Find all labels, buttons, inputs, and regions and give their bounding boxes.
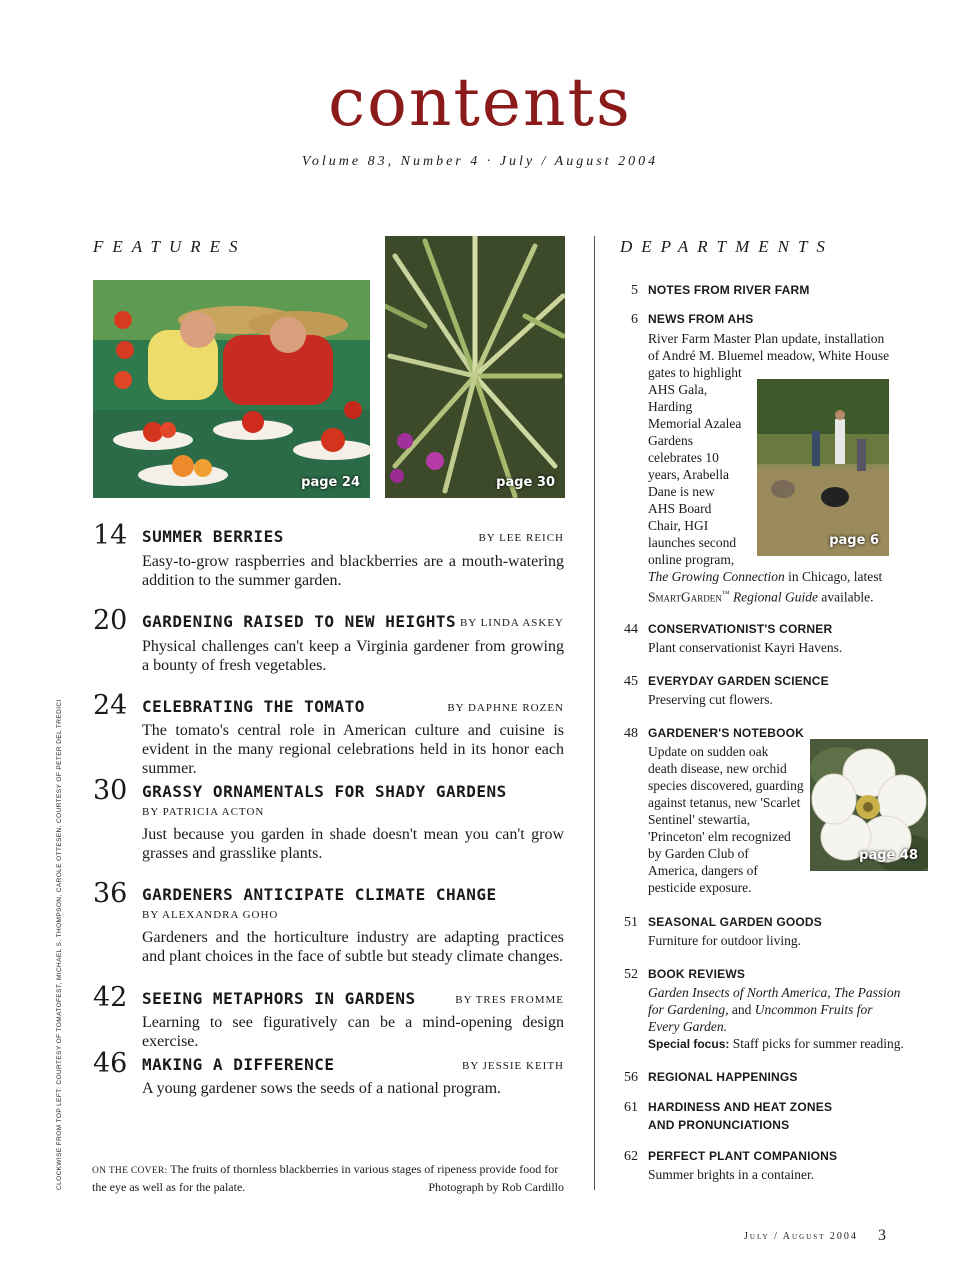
- feature-byline: BY JESSIE KEITH: [462, 1060, 564, 1072]
- dept-title[interactable]: BOOK REVIEWS: [648, 967, 746, 981]
- cover-note: [92, 1161, 564, 1195]
- page-title: contents: [328, 64, 632, 141]
- desc-line: gates to highlight: [648, 365, 742, 380]
- dept-description: [648, 984, 904, 1053]
- dept-description: Plant conservationist Kayri Havens.: [648, 640, 843, 655]
- desc-line: species discovered, guarding: [648, 778, 804, 793]
- brand-name: SmartGarden: [648, 589, 722, 605]
- feature-page-number: 24: [93, 690, 128, 721]
- feature-description: Gardeners and the horticulture industry are adapting practices and plant choices in the face of subtle but steady climate changes.: [142, 929, 564, 965]
- desc-text: available.: [818, 589, 874, 605]
- footer-issue: July / August 2004: [744, 1231, 858, 1242]
- book-title: Uncommon Fruits for: [754, 1002, 873, 1017]
- dept-page-number: 48: [624, 726, 638, 741]
- desc-line: online program,: [648, 552, 735, 567]
- desc-line: Dane is new: [648, 484, 715, 499]
- desc-line: [648, 1018, 904, 1035]
- desc-line: Memorial Azalea: [648, 416, 742, 431]
- photo-credit: CLOCKWISE FROM TOP LEFT: COURTESY OF TOMATOFEST, MICHAEL S. THOMPSON, CAROLE OTTESEN, COURTESY OF PETER DEL TREDICI: [56, 699, 63, 1190]
- dept-page-number: 5: [631, 283, 638, 298]
- focus-label: Special focus:: [648, 1037, 730, 1051]
- dept-page-number: 52: [624, 967, 638, 982]
- feature-page-number: 36: [93, 878, 128, 909]
- dept-title[interactable]: PERFECT PLANT COMPANIONS: [648, 1149, 838, 1163]
- dept-description: Furniture for outdoor living.: [648, 933, 801, 948]
- feature-description: Easy-to-grow raspberries and blackberries are a mouth-watering addition to the summer garden.: [142, 553, 564, 589]
- dept-title[interactable]: SEASONAL GARDEN GOODS: [648, 915, 822, 929]
- book-titles: Garden Insects of North America, The Passion: [648, 985, 901, 1000]
- book-title: Every Garden.: [648, 1019, 727, 1034]
- dept-page-number: 61: [624, 1100, 638, 1115]
- departments-heading: DEPARTMENTS: [620, 237, 834, 256]
- desc-line: AHS Gala,: [648, 382, 708, 397]
- grass-ornamental-photo: [385, 236, 565, 498]
- feature-description: Physical challenges can't keep a Virginia gardener from growing a bounty of fresh vegetables.: [142, 638, 564, 674]
- desc-line: by Garden Club of: [648, 846, 749, 861]
- desc-line: 'Princeton' elm recognized: [648, 829, 791, 844]
- dept-title[interactable]: GARDENER'S NOTEBOOK: [648, 726, 804, 740]
- feature-byline: BY LEE REICH: [478, 532, 564, 544]
- dept-title[interactable]: NEWS FROM AHS: [648, 312, 754, 326]
- book-title: for Gardening,: [648, 1002, 729, 1017]
- cover-text: The fruits of thornless blackberries in various stages of ripeness provide food for the eye as well as for the palate.: [92, 1162, 559, 1194]
- feature-description: A young gardener sows the seeds of a national program.: [142, 1080, 502, 1097]
- stewartia-flower-photo: [810, 739, 928, 871]
- desc-line: Sentinel' stewartia,: [648, 812, 751, 827]
- desc-line: River Farm Master Plan update, installation: [648, 331, 885, 346]
- desc-line: [648, 984, 904, 1001]
- meadow-photo: [757, 379, 889, 556]
- desc-line: against tetanus, new 'Scarlet: [648, 795, 801, 810]
- desc-line: years, Arabella: [648, 467, 729, 482]
- cover-label: ON THE COVER:: [92, 1166, 168, 1176]
- photo-page-label: page 6: [829, 533, 879, 548]
- dept-title[interactable]: REGIONAL HAPPENINGS: [648, 1070, 798, 1084]
- program-name: The Growing Connection: [648, 569, 785, 584]
- dept-page-number: 56: [624, 1070, 638, 1085]
- feature-title[interactable]: MAKING A DIFFERENCE: [142, 1055, 335, 1074]
- feature-title[interactable]: GARDENING RAISED TO NEW HEIGHTS: [142, 612, 457, 631]
- dept-title-continued[interactable]: AND PRONUNCIATIONS: [648, 1118, 790, 1132]
- desc-line: Harding: [648, 399, 693, 414]
- desc-line: Update on sudden oak: [648, 744, 769, 759]
- feature-title[interactable]: CELEBRATING THE TOMATO: [142, 697, 365, 716]
- issue-subtitle: Volume 83, Number 4 · July / August 2004: [301, 154, 659, 169]
- feature-page-number: 14: [93, 520, 128, 551]
- desc-line: Gardens: [648, 433, 693, 448]
- feature-byline: BY PATRICIA ACTON: [142, 806, 265, 818]
- desc-line: [648, 568, 889, 585]
- desc-line: America, dangers of: [648, 863, 758, 878]
- feature-page-number: 46: [93, 1048, 128, 1079]
- desc-line: [648, 585, 889, 606]
- desc-line: celebrates 10: [648, 450, 719, 465]
- photo-page-label: page 48: [859, 848, 918, 863]
- feature-byline: BY TRES FROMME: [455, 994, 564, 1006]
- desc-text: and: [728, 1002, 755, 1017]
- feature-description: Learning to see figuratively can be a mind-opening design exercise.: [142, 1014, 564, 1050]
- dept-description: Summer brights in a container.: [648, 1167, 815, 1182]
- feature-title[interactable]: SEEING METAPHORS IN GARDENS: [142, 989, 416, 1008]
- desc-text: in Chicago, latest: [784, 569, 883, 584]
- desc-line: of André M. Bluemel meadow, White House: [648, 348, 890, 363]
- focus-text: Staff picks for summer reading.: [729, 1036, 904, 1051]
- dept-page-number: 51: [624, 915, 638, 930]
- dept-page-number: 62: [624, 1149, 638, 1164]
- dept-description: [648, 743, 804, 896]
- dept-title[interactable]: CONSERVATIONIST'S CORNER: [648, 622, 833, 636]
- photo-page-label: page 24: [301, 475, 360, 490]
- dept-title[interactable]: NOTES FROM RIVER FARM: [648, 283, 810, 297]
- desc-line: Chair, HGI: [648, 518, 709, 533]
- feature-description: Just because you garden in shade doesn't mean you can't grow grasses and grasslike plants.: [142, 826, 564, 862]
- feature-page-number: 20: [93, 605, 128, 636]
- trademark: ™: [721, 589, 730, 598]
- desc-line: [648, 1001, 904, 1018]
- features-heading: FEATURES: [93, 237, 247, 256]
- photo-page-label: page 30: [496, 475, 555, 490]
- guide-name: Regional Guide: [732, 589, 819, 605]
- feature-title[interactable]: GRASSY ORNAMENTALS FOR SHADY GARDENS: [142, 782, 507, 801]
- feature-byline: BY DAPHNE ROZEN: [447, 702, 564, 714]
- feature-byline: BY LINDA ASKEY: [459, 617, 564, 629]
- cover-credit: Photograph by Rob Cardillo: [428, 1180, 564, 1194]
- dept-title[interactable]: EVERYDAY GARDEN SCIENCE: [648, 674, 829, 688]
- dept-title[interactable]: HARDINESS AND HEAT ZONES: [648, 1100, 833, 1114]
- desc-line: [648, 1035, 904, 1053]
- feature-page-number: 30: [93, 775, 128, 806]
- page-number: 3: [878, 1227, 886, 1244]
- dept-page-number: 44: [624, 622, 638, 637]
- children-tomatoes-photo: [93, 280, 370, 498]
- feature-title[interactable]: GARDENERS ANTICIPATE CLIMATE CHANGE: [142, 885, 497, 904]
- dept-page-number: 45: [624, 674, 638, 689]
- desc-line: launches second: [648, 535, 737, 550]
- feature-title[interactable]: SUMMER BERRIES: [142, 527, 284, 546]
- desc-line: death disease, new orchid: [648, 761, 787, 776]
- dept-description: Preserving cut flowers.: [648, 692, 773, 707]
- desc-line: pesticide exposure.: [648, 880, 752, 895]
- feature-page-number: 42: [93, 982, 128, 1013]
- feature-byline: BY ALEXANDRA GOHO: [142, 909, 279, 921]
- column-divider: [594, 236, 595, 1190]
- feature-description: The tomato's central role in American culture and cuisine is evident in the many regional celebrations held in its honor each summer.: [142, 722, 564, 777]
- dept-page-number: 6: [631, 312, 638, 327]
- desc-line: AHS Board: [648, 501, 712, 516]
